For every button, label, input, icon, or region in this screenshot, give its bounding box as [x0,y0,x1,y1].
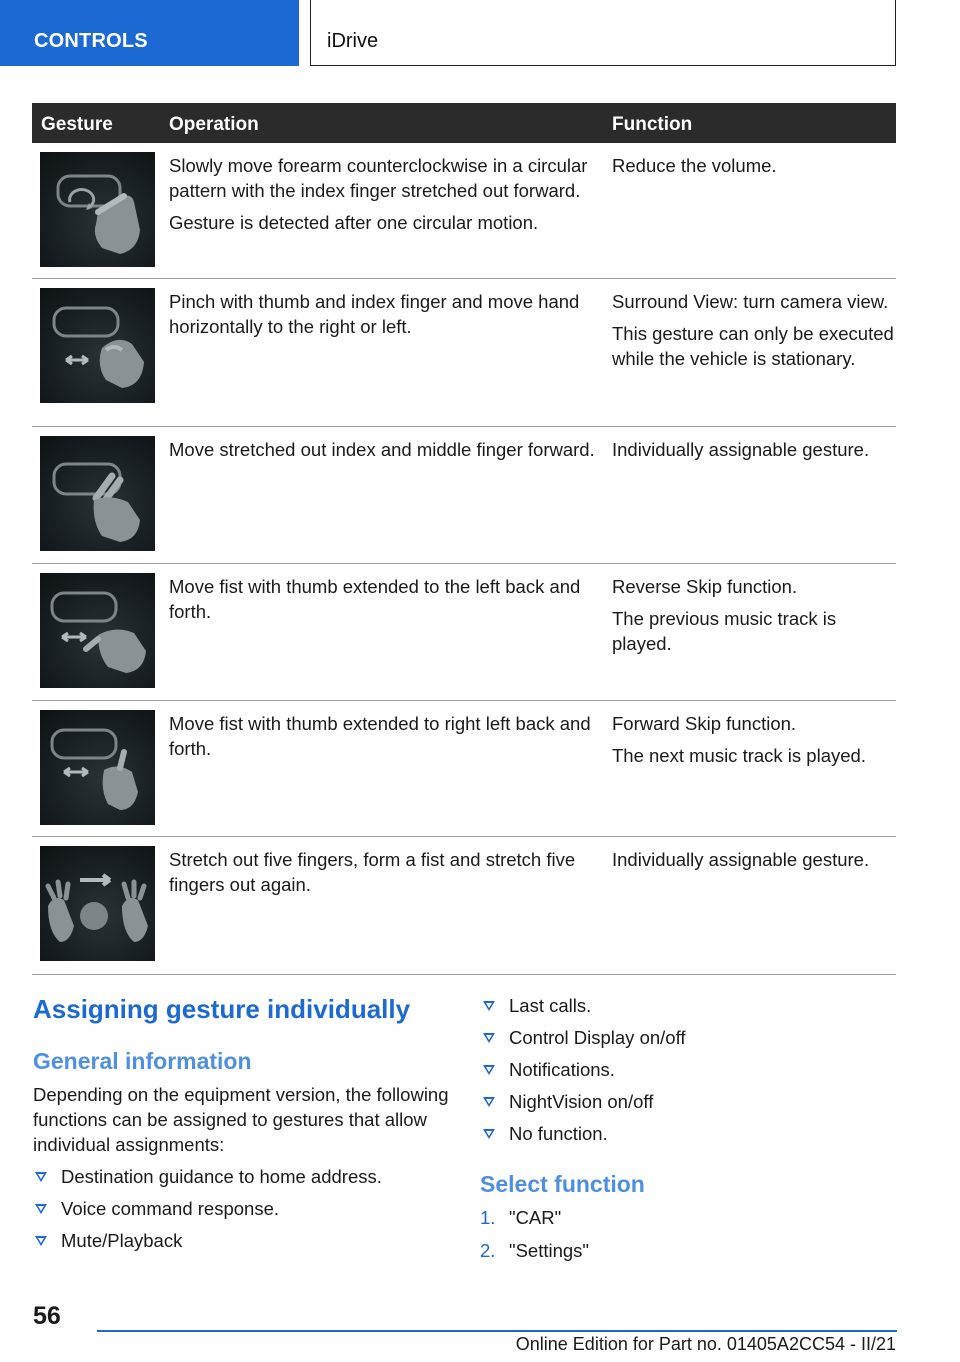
function-cell [612,574,894,663]
circular-motion-gesture-icon [40,152,155,267]
list-item: NightVision on/off [481,1090,686,1122]
step-number: 2. [480,1240,496,1261]
select-function-steps [480,1206,589,1272]
list-item: Mute/Playback [33,1229,382,1261]
bullet-triangle-icon [483,1033,495,1043]
operation-text: Move fist with thumb extended to the left back and forth. [169,576,581,622]
two-finger-point-gesture-icon [40,436,155,551]
function-cell [612,289,894,378]
operation-cell [169,574,602,631]
operation-text: Gesture is detected after one circular motion. [169,212,539,233]
table-header [32,103,896,143]
list-item: Control Display on/off [481,1026,686,1058]
assignable-functions-list-right [481,994,686,1154]
operation-cell [169,289,602,346]
operation-cell [169,847,602,904]
function-text: The previous music track is played. [612,608,837,654]
thumb-right-swipe-gesture-icon [40,710,155,825]
step-item [480,1206,589,1239]
operation-text: Move stretched out index and middle finger forward. [169,439,595,460]
list-item: Voice command response. [33,1197,382,1229]
assignable-functions-list-left [33,1165,382,1261]
chapter-label: iDrive [310,0,896,66]
gesture-table [32,103,896,975]
page-header [0,0,960,66]
function-text: Individually assignable gesture. [612,849,870,870]
step-number: 1. [480,1207,496,1228]
subsection-heading: General information [33,1048,252,1074]
function-cell [612,437,894,469]
function-text: The next music track is played. [612,745,866,766]
select-function-heading: Select function [480,1171,645,1197]
table-row [32,837,896,975]
operation-text: Stretch out five fingers, form a fist and stretch five fingers out again. [169,849,576,895]
pinch-swipe-gesture-icon [40,288,155,403]
table-row [32,143,896,279]
function-text: Individually assignable gesture. [612,439,870,460]
function-cell [612,847,894,879]
open-fist-open-gesture-icon [40,846,155,961]
section-label: CONTROLS [0,0,299,66]
list-item: Last calls. [481,994,686,1026]
bullet-triangle-icon [483,1129,495,1139]
list-item: No function. [481,1122,686,1154]
function-text: Forward Skip function. [612,713,797,734]
operation-text: Move fist with thumb extended to right left back and forth. [169,713,591,759]
operation-text: Pinch with thumb and index finger and move hand horizontally to the right or left. [169,291,580,337]
list-item: Destination guidance to home address. [33,1165,382,1197]
table-row [32,279,896,427]
table-row [32,427,896,564]
section-heading: Assigning gesture individually [33,994,411,1024]
step-text: "Settings" [509,1240,589,1261]
intro-paragraph: Depending on the equipment version, the following functions can be assigned to gestures that allow individual assignments: [33,1084,449,1155]
function-text: Reduce the volume. [612,155,777,176]
step-text: "CAR" [509,1207,562,1228]
column-header-gesture: Gesture [41,114,113,135]
page-number: 56 [33,1302,61,1330]
step-item [480,1239,589,1272]
footer-divider [97,1330,897,1332]
bullet-triangle-icon [483,1001,495,1011]
operation-cell [169,153,602,242]
function-text: Surround View: turn camera view. [612,291,889,312]
table-row [32,701,896,837]
function-cell [612,153,894,185]
operation-text: Slowly move forearm counterclockwise in a circular pattern with the index finger stretched out forward. [169,155,588,201]
bullet-triangle-icon [35,1204,47,1214]
thumb-left-swipe-gesture-icon [40,573,155,688]
bullet-triangle-icon [483,1065,495,1075]
function-text: This gesture can only be executed while the vehicle is stationary. [612,323,894,369]
list-item: Notifications. [481,1058,686,1090]
bullet-triangle-icon [35,1236,47,1246]
bullet-triangle-icon [483,1097,495,1107]
bullet-triangle-icon [35,1172,47,1182]
function-cell [612,711,894,775]
column-header-function: Function [612,114,693,135]
operation-cell [169,711,602,768]
operation-cell [169,437,602,469]
table-row [32,564,896,701]
edition-note: Online Edition for Part no. 01405A2CC54 - II/21 [515,1334,896,1354]
function-text: Reverse Skip function. [612,576,798,597]
column-header-operation: Operation [169,114,259,135]
